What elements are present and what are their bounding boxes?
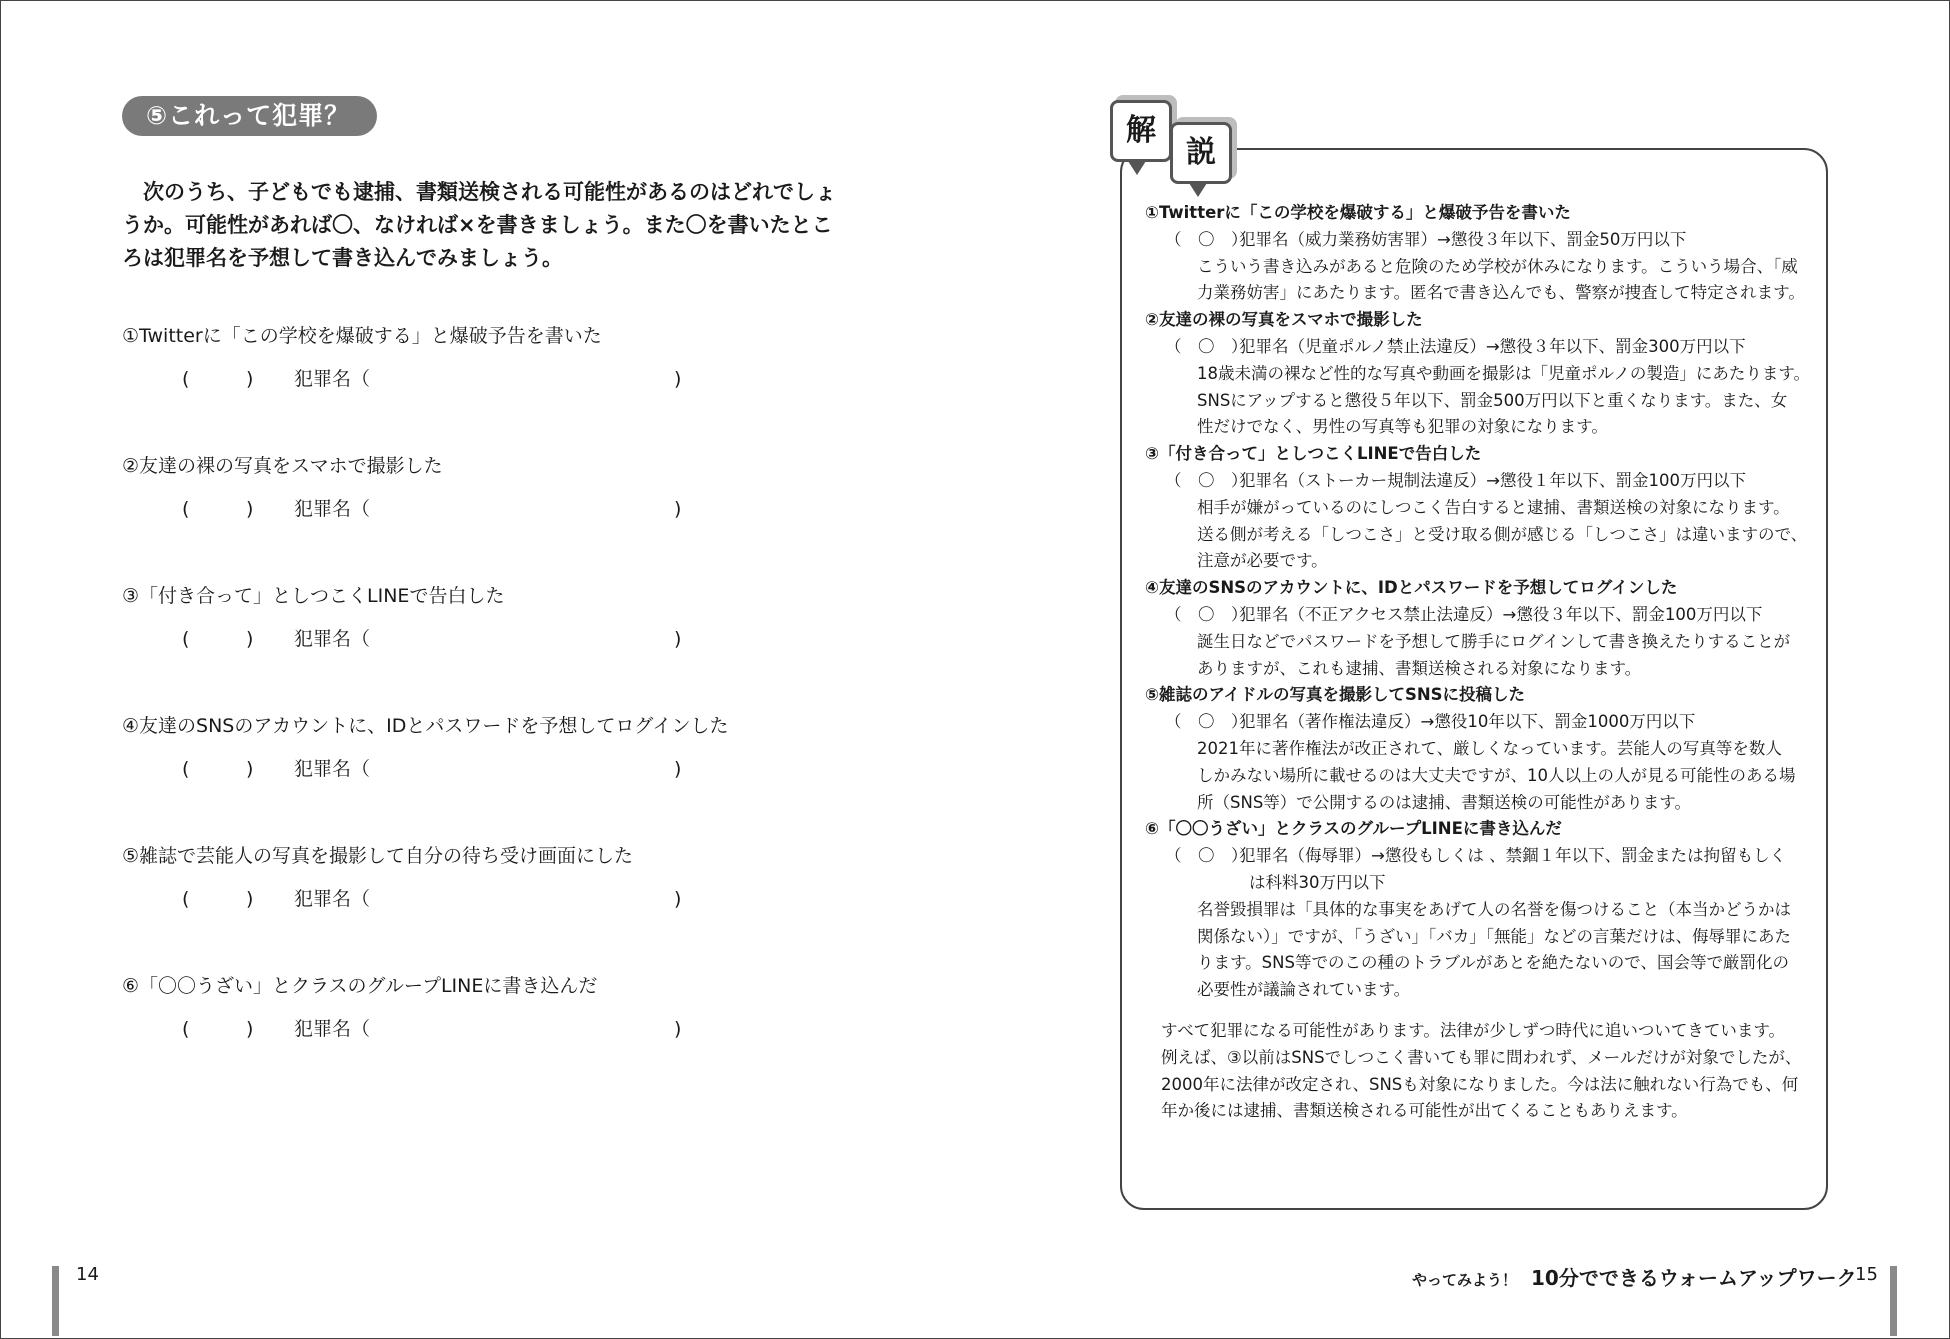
answer-mark: （ 〇 ） bbox=[1165, 846, 1248, 866]
commentary-body-line: こういう書き込みがあると危険のため学校が休みになります。こういう場合、「威 bbox=[1197, 256, 1798, 276]
crime-name-label: 犯罪名（ bbox=[294, 1018, 371, 1040]
crime-name-continued: は科料30万円以下 bbox=[1249, 872, 1386, 892]
commentary-body-line: SNSにアップすると懲役５年以下、罰金500万円以下と重くなります。また、女 bbox=[1197, 390, 1788, 410]
commentary-answer bbox=[1145, 843, 1825, 870]
answer-open-paren: ( bbox=[182, 1018, 190, 1040]
commentary-answer bbox=[1145, 334, 1825, 361]
answer-close-paren: ) bbox=[246, 1018, 254, 1040]
crime-name-close-paren: ) bbox=[674, 1018, 682, 1040]
question-text: ②友達の裸の写真をスマホで撮影した bbox=[122, 455, 443, 477]
commentary-body-line: 相手が嫌がっているのにしつこく告白すると逮捕、書類送検の対象になります。 bbox=[1197, 497, 1790, 517]
answer-mark: （ 〇 ） bbox=[1165, 336, 1248, 356]
crime-name: 犯罪名（著作権法違反）→懲役10年以下、罰金1000万円以下 bbox=[1239, 712, 1696, 732]
commentary-heading: ⑤雑誌のアイドルの写真を撮影してSNSに投稿した bbox=[1145, 685, 1526, 705]
commentary-heading: ⑥「〇〇うざい」とクラスのグループLINEに書き込んだ bbox=[1145, 819, 1562, 839]
commentary-body-line: 関係ない）」ですが、「うざい」「バカ」「無能」などの言葉だけは、侮辱罪にあた bbox=[1197, 926, 1791, 946]
crime-name-close-paren: ) bbox=[674, 758, 682, 780]
footer-title bbox=[1412, 1262, 1857, 1291]
commentary-answer bbox=[1145, 227, 1825, 254]
commentary-body-line: 必要性が議論されています。 bbox=[1197, 980, 1411, 1000]
crime-name: 犯罪名（威力業務妨害罪）→懲役３年以下、罰金50万円以下 bbox=[1239, 229, 1687, 249]
commentary-heading: ②友達の裸の写真をスマホで撮影した bbox=[1145, 310, 1423, 330]
commentary-body-line: 誕生日などでパスワードを予想して勝手にログインして書き換えたりすることが bbox=[1197, 631, 1791, 651]
intro-text: 次のうち、子どもでも逮捕、書類送検される可能性があるのはどれでしょうか。可能性があれば〇、なければ×を書きましょう。また〇を書いたところは犯罪名を予想して書き込んでみましょう。 bbox=[122, 180, 836, 270]
badge-tail-1 bbox=[1128, 161, 1146, 175]
commentary-body-line: 性だけでなく、男性の写真等も犯罪の対象になります。 bbox=[1197, 417, 1608, 437]
crime-name: 犯罪名（児童ポルノ禁止法違反）→懲役３年以下、罰金300万円以下 bbox=[1239, 336, 1746, 356]
crime-name-close-paren: ) bbox=[674, 628, 682, 650]
answer-row bbox=[122, 624, 822, 654]
answer-open-paren: ( bbox=[182, 368, 190, 390]
summary-line: 2000年に法律が改定され、SNSも対象になりました。今は法に触れない行為でも、何 bbox=[1161, 1074, 1799, 1094]
question-text: ⑥「〇〇うざい」とクラスのグループLINEに書き込んだ bbox=[122, 975, 598, 997]
footer-big: 10分でできるウォームアップワーク bbox=[1531, 1266, 1857, 1290]
answer-open-paren: ( bbox=[182, 498, 190, 520]
question-text: ④友達のSNSのアカウントに、IDとパスワードを予想してログインした bbox=[122, 715, 729, 737]
crime-name-label: 犯罪名（ bbox=[294, 628, 371, 650]
crime-name-label: 犯罪名（ bbox=[294, 758, 371, 780]
answer-mark: （ 〇 ） bbox=[1165, 712, 1248, 732]
page-edge-bar-right bbox=[1890, 1266, 1897, 1336]
commentary-body-line: 名誉毀損罪は「具体的な事実をあげて人の名誉を傷つけること（本当かどうかは bbox=[1197, 899, 1791, 919]
page-number-left: 14 bbox=[76, 1264, 99, 1285]
answer-row bbox=[122, 1014, 822, 1044]
summary-line: すべて犯罪になる可能性があります。法律が少しずつ時代に追いついてきています。 bbox=[1161, 1020, 1786, 1040]
answer-open-paren: ( bbox=[182, 758, 190, 780]
section-title: ⑤これって犯罪？ bbox=[122, 96, 377, 136]
commentary-badge-1: 解 bbox=[1110, 100, 1172, 162]
commentary-content bbox=[1145, 200, 1825, 1125]
crime-name-label: 犯罪名（ bbox=[294, 368, 371, 390]
question-text: ①Twitterに「この学校を爆破する」と爆破予告を書いた bbox=[122, 325, 602, 347]
commentary-body-line: 所（SNS等）で公開するのは逮捕、書類送検の可能性があります。 bbox=[1197, 792, 1691, 812]
commentary-heading: ③「付き合って」としつこくLINEで告白した bbox=[1145, 444, 1482, 464]
page-number-right: 15 bbox=[1855, 1264, 1878, 1285]
commentary-body-line: 18歳未満の裸など性的な写真や動画を撮影は「児童ポルノの製造」にあたります。 bbox=[1197, 363, 1811, 383]
answer-close-paren: ) bbox=[246, 498, 254, 520]
page-edge-bar-left bbox=[52, 1266, 59, 1336]
summary-line: 例えば、③以前はSNSでしつこく書いても罪に問われず、メールだけが対象でしたが、 bbox=[1161, 1047, 1802, 1067]
question-item bbox=[122, 712, 822, 784]
commentary-answer bbox=[1145, 709, 1825, 736]
answer-mark: （ 〇 ） bbox=[1165, 470, 1248, 490]
commentary-heading: ①Twitterに「この学校を爆破する」と爆破予告を書いた bbox=[1145, 203, 1571, 222]
answer-open-paren: ( bbox=[182, 628, 190, 650]
answer-mark: （ 〇 ） bbox=[1165, 604, 1248, 624]
question-item bbox=[122, 842, 822, 914]
question-item bbox=[122, 322, 822, 394]
commentary-answer bbox=[1145, 468, 1825, 495]
question-item bbox=[122, 452, 822, 524]
commentary-heading: ④友達のSNSのアカウントに、IDとパスワードを予想してログインした bbox=[1145, 578, 1678, 598]
commentary-body-line: 注意が必要です。 bbox=[1197, 551, 1328, 571]
answer-row bbox=[122, 494, 822, 524]
crime-name-label: 犯罪名（ bbox=[294, 498, 371, 520]
answer-close-paren: ) bbox=[246, 758, 254, 780]
crime-name: 犯罪名（ストーカー規制法違反）→懲役１年以下、罰金100万円以下 bbox=[1239, 470, 1746, 490]
answer-close-paren: ) bbox=[246, 628, 254, 650]
answer-row bbox=[122, 884, 822, 914]
crime-name-label: 犯罪名（ bbox=[294, 888, 371, 910]
answer-row bbox=[122, 364, 822, 394]
crime-name-close-paren: ) bbox=[674, 888, 682, 910]
commentary-body-line: 送る側が考える「しつこさ」と受け取る側が感じる「しつこさ」は違いますので、 bbox=[1197, 524, 1808, 544]
crime-name: 犯罪名（侮辱罪）→懲役もしくは 、禁錮１年以下、罰金または拘留もしく bbox=[1239, 846, 1787, 866]
question-text: ⑤雑誌で芸能人の写真を撮影して自分の待ち受け画面にした bbox=[122, 845, 634, 867]
answer-mark: （ 〇 ） bbox=[1165, 229, 1248, 249]
footer-small: やってみよう！ bbox=[1412, 1271, 1518, 1289]
answer-open-paren: ( bbox=[182, 888, 190, 910]
answer-close-paren: ) bbox=[246, 368, 254, 390]
commentary-body-line: しかみない場所に載せるのは大丈夫ですが、10人以上の人が見る可能性のある場 bbox=[1197, 765, 1796, 785]
crime-name-close-paren: ) bbox=[674, 498, 682, 520]
commentary-answer bbox=[1145, 602, 1825, 629]
question-item bbox=[122, 972, 822, 1044]
commentary-body-line: ありますが、これも逮捕、書類送検される対象になります。 bbox=[1197, 658, 1642, 678]
commentary-body-line: ります。SNS等でのこの種のトラブルがあとを絶たないので、国会等で厳罰化の bbox=[1197, 953, 1789, 973]
commentary-body-line: 2021年に著作権法が改正されて、厳しくなっています。芸能人の写真等を数人 bbox=[1197, 738, 1782, 758]
answer-row bbox=[122, 754, 822, 784]
question-text: ③「付き合って」としつこくLINEで告白した bbox=[122, 585, 505, 607]
crime-name-close-paren: ) bbox=[674, 368, 682, 390]
commentary-summary bbox=[1145, 1018, 1825, 1125]
summary-line: 年か後には逮捕、書類送検される可能性が出てくることもありえます。 bbox=[1161, 1101, 1688, 1121]
commentary-badge-2: 説 bbox=[1170, 122, 1232, 184]
badge-tail-2 bbox=[1189, 183, 1207, 197]
commentary-body-line: 力業務妨害」にあたります。匿名で書き込んでも、警察が捜査して特定されます。 bbox=[1197, 283, 1805, 303]
answer-close-paren: ) bbox=[246, 888, 254, 910]
question-item bbox=[122, 582, 822, 654]
crime-name: 犯罪名（不正アクセス禁止法違反）→懲役３年以下、罰金100万円以下 bbox=[1239, 604, 1763, 624]
